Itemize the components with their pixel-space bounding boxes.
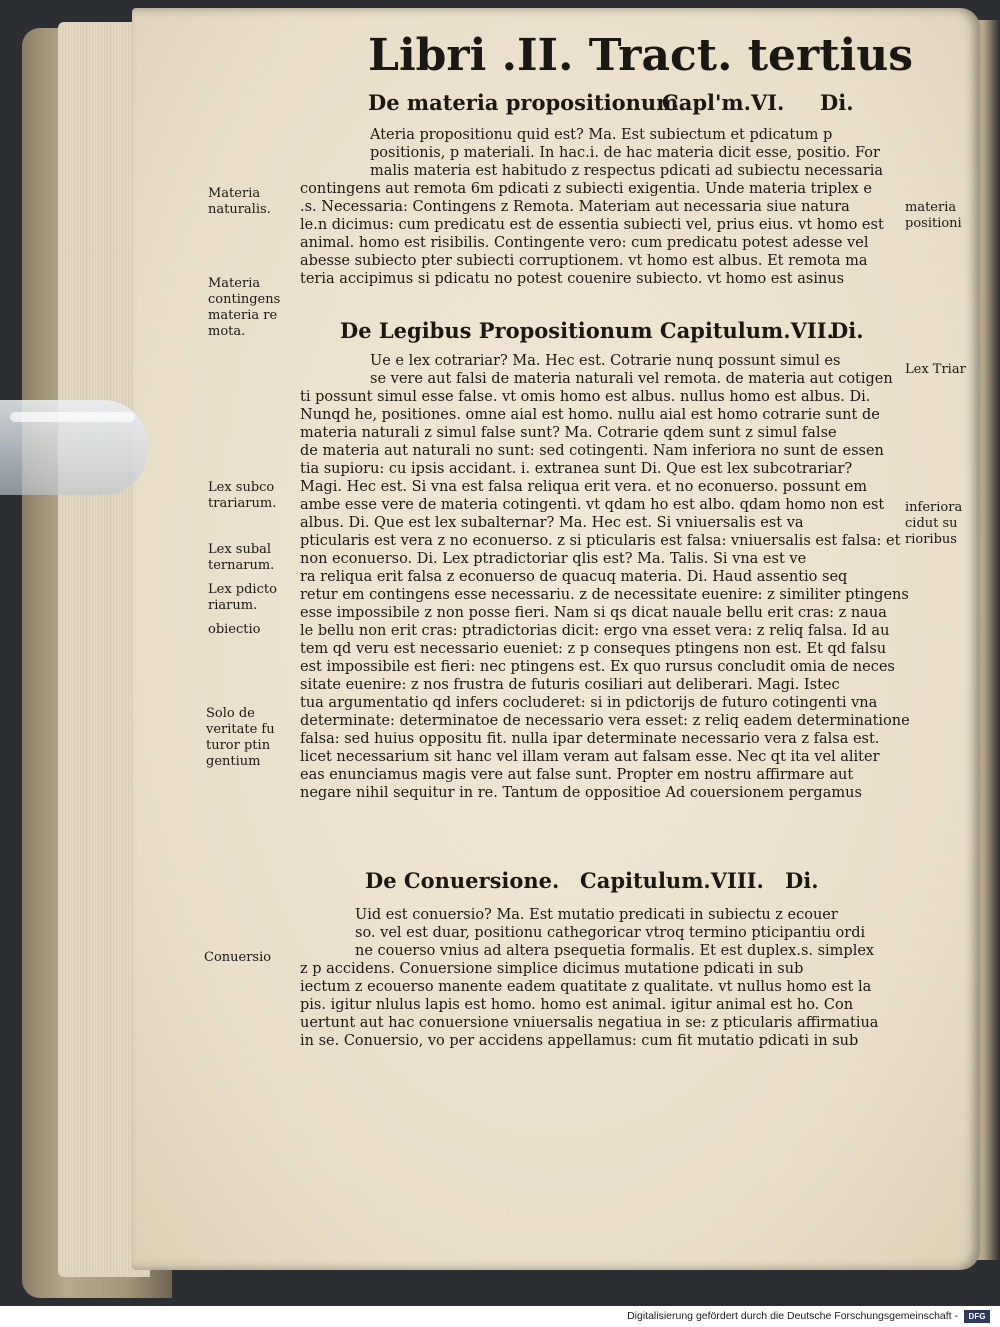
text-line: z p accidens. Conuersione simplice dicimus mutatione pdicati in sub (300, 961, 804, 977)
text-line: eas enunciamus magis vere aut false sunt. Propter em nostru affirmare aut (300, 767, 854, 783)
margin-note-materia-naturalis (208, 186, 271, 218)
margin-note-lex-triar (905, 362, 966, 378)
text-line: retur em contingens esse necessariu. z de necessitate euenire: z similiter ptingens (300, 587, 909, 603)
text-line: materia naturali z simul false sunt? Ma. Cotrarie qdem sunt z simul false (300, 425, 837, 441)
text-line: falsa: sed huius oppositu fit. nulla ipar determinate necessario vera z falsa est. (300, 731, 880, 747)
text-line: de materia aut naturali no sunt: sed cotingenti. Nam inferiora no sunt de essen (300, 443, 884, 459)
text-line: pis. igitur nlulus lapis est homo. homo est animal. igitur animal est ho. Con (300, 997, 854, 1013)
margin-note-materia-positioni (905, 200, 962, 232)
margin-line: materia (905, 200, 957, 215)
margin-line: inferiora (905, 500, 963, 515)
margin-line: Materia (208, 186, 261, 201)
chapter7-speaker: Di. (830, 318, 864, 343)
margin-line: rioribus (905, 532, 957, 547)
margin-line: veritate fu (206, 722, 275, 737)
margin-line: naturalis. (208, 202, 271, 217)
funding-notice: Digitalisierung gefördert durch die Deutsche Forschungsgemeinschaft - (627, 1310, 958, 1322)
chapter6-speaker: Di. (820, 90, 854, 115)
chapter7-heading: De Legibus Propositionum Capitulum.VII. (340, 318, 834, 343)
margin-line: mota. (208, 324, 246, 339)
glass-weight-glint (10, 412, 135, 422)
text-line: Ue e lex cotrariar? Ma. Hec est. Cotrarie nunq possunt simul es (370, 353, 841, 369)
chapter6-heading: De materia propositionum. (368, 90, 686, 115)
text-line: ne couerso vnius ad altera psequetia formalis. Et est duplex.s. simplex (355, 943, 875, 959)
margin-line: Lex subco (208, 480, 275, 495)
text-line: est impossibile est fieri: nec ptingens est. Ex quo rursus concludit omia de neces (300, 659, 895, 675)
margin-line: Materia (208, 276, 261, 291)
text-line: uertunt aut hac conuersione vniuersalis negatiua in se: z pticularis affirmatiua (300, 1015, 879, 1031)
margin-line: Solo de (206, 706, 255, 721)
margin-line: ternarum. (208, 558, 275, 573)
chapter8-label: Capitulum.VIII. (580, 868, 764, 893)
margin-line: Lex Triar (905, 362, 966, 377)
text-line: licet necessarium sit hanc vel illam veram aut falsam esse. Nec qt ita vel aliter (300, 749, 880, 765)
margin-note-obiectio (208, 622, 261, 638)
text-line: non econuerso. Di. Lex ptradictoriar qlis est? Ma. Talis. Si vna est ve (300, 551, 807, 567)
margin-line: riarum. (208, 598, 258, 613)
text-line: esse impossibile z non posse fieri. Nam si qs dicat nauale bellu erit cras: z naua (300, 605, 887, 621)
margin-note-lex-contradictoriarum (208, 582, 277, 614)
text-line: ra reliqua erit falsa z econuerso de quacuq materia. Di. Haud assentio seq (300, 569, 848, 585)
text-line: tem qd veru est necessario eueniet: z p conseques ptingens non est. Et qd falsu (300, 641, 887, 657)
chapter6-text (300, 126, 884, 288)
text-line: so. vel est duar, positionu cathegoricar vtroq termino pticipantiu ordi (355, 925, 866, 941)
margin-note-conuersio (204, 950, 271, 966)
text-line: teria accipimus si pdicatu no potest couenire subiecto. vt homo est asinus (300, 271, 845, 287)
text-line: .s. Necessaria: Contingens z Remota. Materiam aut necessaria siue natura (300, 199, 850, 215)
text-line: tua argumentatio qd infers cocluderet: si in pdictorijs de futuro cotingenti vna (300, 695, 878, 711)
margin-line: cidut su (905, 516, 958, 531)
text-line: tia supioru: cu ipsis accidant. i. extranea sunt Di. Que est lex subcotrariar? (300, 461, 853, 477)
margin-note-materia-contingens (208, 276, 280, 340)
text-line: Uid est conuersio? Ma. Est mutatio predicati in subiectu z ecouer (355, 907, 838, 923)
text-line: sitate euenire: z nos frustra de futuris cosiliari aut deliberari. Magi. Istec (300, 677, 840, 693)
margin-line: obiectio (208, 622, 261, 637)
margin-line: gentium (206, 754, 261, 769)
text-line: Nunqd he, positiones. omne aial est homo. nullu aial est homo cotrarie sunt de (300, 407, 880, 423)
text-line: malis materia est habitudo z respectus pdicati ad subiectu necessaria (370, 163, 884, 179)
chapter7-text (300, 352, 910, 802)
margin-line: materia re (208, 308, 278, 323)
margin-line: turor ptin (206, 738, 271, 753)
footer-bar (0, 1306, 1000, 1327)
text-line: le.n dicimus: cum predicatu est de essentia subiecti vel, prius eius. vt homo est (300, 217, 884, 233)
text-line: ambe esse vere de materia cotingenti. vt qdam ho est albo. qdam homo non est (300, 497, 885, 513)
text-line: se vere aut falsi de materia naturali vel remota. de materia aut cotigen (370, 371, 893, 387)
chapter6-label: Capl'm.VI. (662, 90, 785, 115)
text-line: albus. Di. Que est lex subalternar? Ma. Hec est. Si vniuersalis est va (300, 515, 804, 531)
text-line: pticularis est vera z no econuerso. z si pticularis est falsa: vniuersalis est falsa: et (300, 533, 901, 549)
margin-line: trariarum. (208, 496, 277, 511)
text-line: abesse subiecto pter subiecti corruptionem. vt homo est albus. Et remota ma (300, 253, 868, 269)
text-line: determinate: determinatoe de necessario vera esset: z reliq eadem determinatione (300, 713, 910, 729)
text-line: iectum z ecouerso manente eadem quatitate z qualitate. vt nullus homo est la (300, 979, 872, 995)
margin-line: positioni (905, 216, 962, 231)
margin-line: Lex subal (208, 542, 272, 557)
text-line: Magi. Hec est. Si vna est falsa reliqua erit vera. et no econuerso. possunt em (300, 479, 868, 495)
running-title: Libri .II. Tract. tertius (368, 30, 914, 81)
margin-note-lex-subcontrariarum (208, 480, 276, 512)
margin-note-inferiora (905, 500, 962, 548)
margin-line: Lex pdicto (208, 582, 277, 597)
text-line: in se. Conuersio, vo per accidens appellamus: cum fit mutatio pdicati in sub (300, 1033, 859, 1049)
text-line: ti possunt simul esse false. vt omis homo est albus. nullus homo est albus. Di. (300, 389, 871, 405)
margin-note-solutio (206, 706, 275, 770)
text-line: negare nihil sequitur in re. Tantum de oppositioe Ad couersionem pergamus (300, 785, 862, 801)
margin-line: Conuersio (204, 950, 272, 965)
chapter8-speaker: Di. (785, 868, 819, 893)
margin-line: contingens (208, 292, 281, 307)
text-line: animal. homo est risibilis. Contingente vero: cum predicatu potest adesse vel (300, 235, 869, 251)
chapter8-text (300, 906, 878, 1050)
chapter8-heading: De Conuersione. (365, 868, 560, 893)
text-line: le bellu non erit cras: ptradictorias dicit: ergo vna esset vera: z reliq falsa. Id au (300, 623, 890, 639)
text-line: positionis, p materiali. In hac.i. de hac materia dicit esse, positio. For (370, 145, 880, 161)
margin-note-lex-subalternarum (208, 542, 274, 574)
dfg-logo-icon: DFG (964, 1310, 990, 1323)
text-line: contingens aut remota 6m pdicati z subiecti exigentia. Unde materia triplex e (300, 181, 872, 197)
text-line: Ateria propositionu quid est? Ma. Est subiectum et pdicatum p (370, 127, 833, 143)
